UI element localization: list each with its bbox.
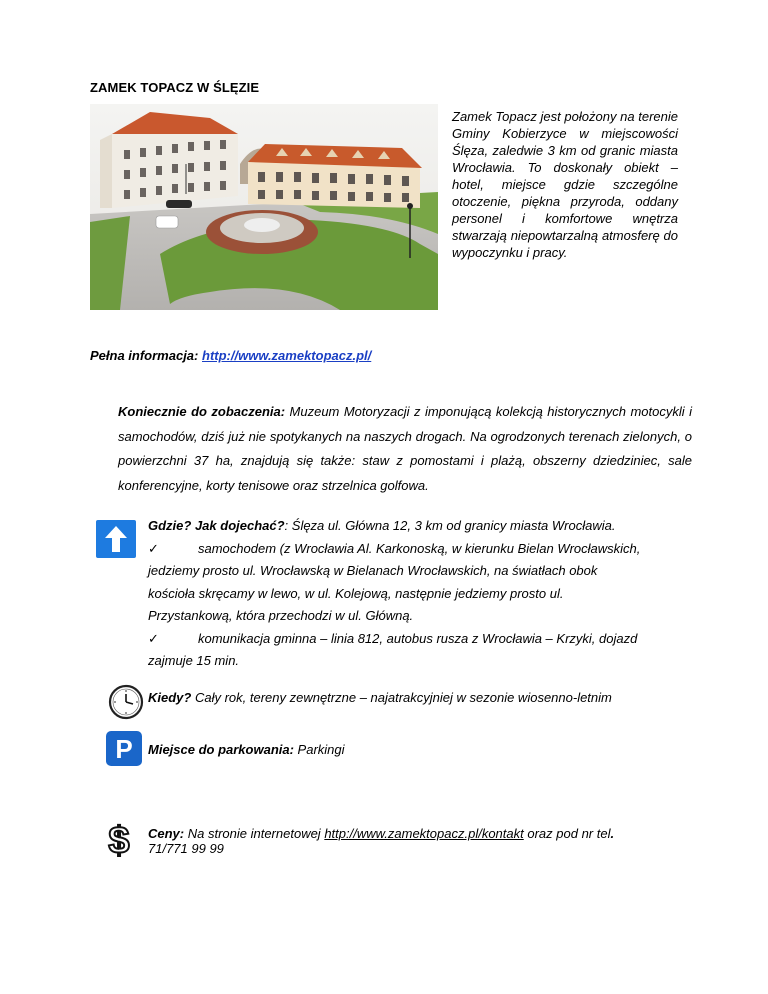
- intro-text: Zamek Topacz jest położony na terenie Gminy Kobierzyce w miejscowości Ślęza, zaledwie 3 km od granic miasta Wrocławia. To doskonały obiekt – hotel, miejsce gdzie szczególne otoczenie, piękna przyroda, oddany personel i komfortowe wnętrza stwarzają niepowtarzalną atmosferę do wypoczynku i pracy.: [452, 109, 678, 260]
- must-see-label: Koniecznie do zobaczenia:: [118, 404, 286, 419]
- directions-car-bullet: [148, 538, 708, 628]
- must-see-text: Muzeum Motoryzacji z imponującą kolekcją historycznych motocykli i samochodów, dziś już nie spotykanych na naszych drogach. Na ogrodzonych terenach zielonych, o powierzchni 37 ha, znajdują się także: staw z pomostami i plażą, obszerny dziedziniec, sale konferencyjne, korty tenisowe oraz strzelnica golfowa.: [118, 404, 692, 493]
- prices-dot: .: [610, 826, 615, 841]
- car-route-rest: jedziemy prosto ul. Wrocławską w Bielanach Wrocławskich, na światłach obok kościoła skręcamy w lewo, w ul. Kolejową, następnie jedziemy prosto ul. Przystankową, która przechodzi w ul. Główną.: [148, 563, 598, 623]
- clock-icon: [108, 684, 144, 720]
- prices-text-2: oraz pod nr tel: [523, 826, 611, 841]
- page-title: ZAMEK TOPACZ W ŚLĘZIE: [90, 80, 260, 95]
- bus-route-rest: zajmuje 15 min.: [148, 653, 240, 668]
- checkmark-icon: ✓: [148, 540, 159, 556]
- directions-label: Gdzie? Jak dojechać?: [148, 518, 285, 533]
- castle-photo: [90, 104, 438, 310]
- checkmark-icon: ✓: [148, 630, 159, 646]
- website-link[interactable]: http://www.zamektopacz.pl/: [202, 348, 372, 363]
- directions-section: [148, 515, 708, 673]
- car-route-first: samochodem (z Wrocławia Al. Karkonoską, w kierunku Bielan Wrocławskich,: [198, 540, 641, 556]
- full-info-line: [90, 348, 371, 363]
- prices-text: Na stronie internetowej: [184, 826, 325, 841]
- parking-icon: [106, 731, 142, 766]
- bus-route-first: komunikacja gminna – linia 812, autobus rusza z Wrocławia – Krzyki, dojazd: [198, 630, 638, 646]
- svg-text:P: P: [115, 734, 133, 764]
- directions-header: [148, 515, 708, 538]
- when-label: Kiedy?: [148, 690, 192, 705]
- parking-label: Miejsce do parkowania:: [148, 742, 294, 757]
- arrow-up-icon: [96, 520, 136, 558]
- parking-line: [148, 742, 345, 757]
- parking-text: Parkingi: [293, 742, 345, 757]
- prices-label: Ceny:: [148, 826, 185, 841]
- when-text: Cały rok, tereny zewnętrzne – najatrakcyjniej w sezonie wiosenno-letnim: [191, 690, 612, 705]
- when-line: [148, 690, 612, 705]
- directions-address: : Ślęza ul. Główna 12, 3 km od granicy miasta Wrocławia.: [284, 518, 616, 533]
- full-info-label: Pełna informacja:: [90, 348, 199, 363]
- contact-link[interactable]: http://www.zamektopacz.pl/kontakt: [324, 826, 524, 841]
- svg-text:$: $: [108, 820, 130, 860]
- phone-number: 71/771 99 99: [148, 841, 224, 856]
- must-see-paragraph: [118, 400, 692, 498]
- dollar-icon: [103, 818, 135, 860]
- prices-line: [148, 826, 708, 856]
- directions-bus-bullet: [148, 628, 708, 673]
